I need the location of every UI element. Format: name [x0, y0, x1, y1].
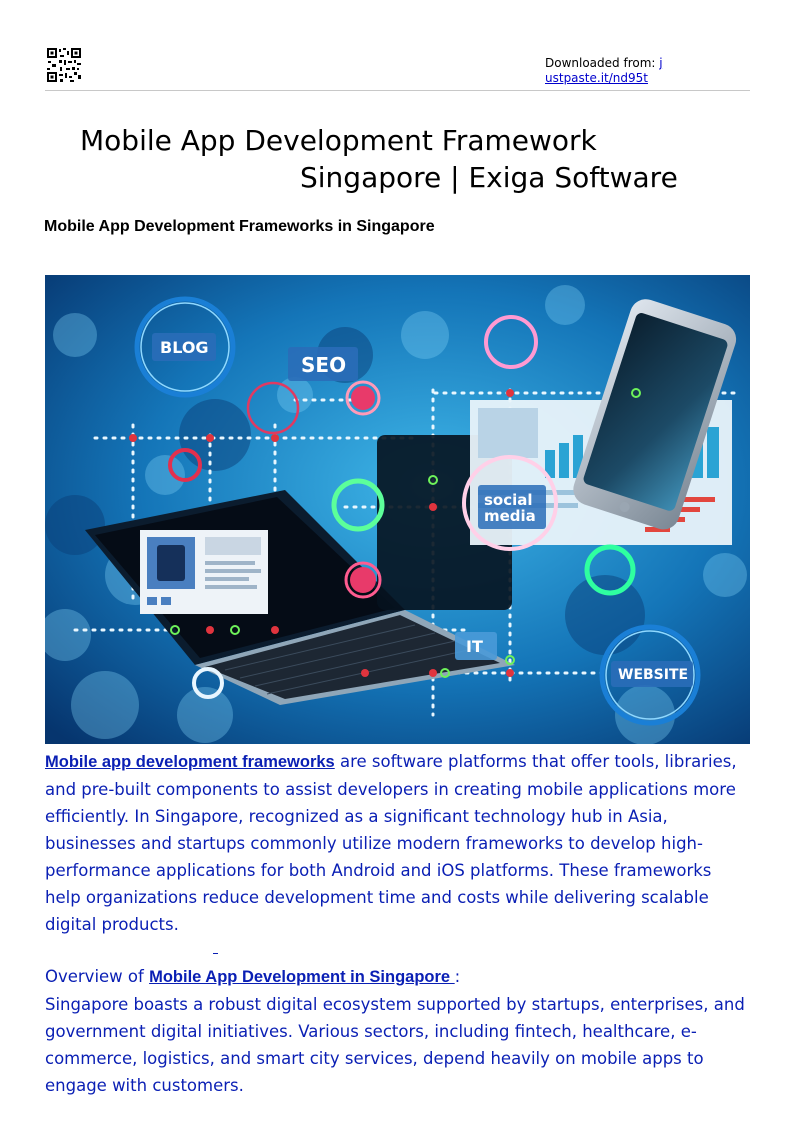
hero-illustration: [45, 275, 750, 744]
tag-media: media: [484, 507, 536, 525]
overview-prefix: Overview of: [45, 967, 150, 986]
tag-seo: SEO: [301, 353, 347, 377]
tag-blog: BLOG: [160, 338, 209, 357]
tag-it: IT: [466, 637, 483, 656]
header-divider: [45, 90, 750, 91]
intro-paragraph: [45, 748, 745, 938]
frameworks-link[interactable]: Mobile app development frameworks: [45, 753, 335, 771]
overview-paragraph: [45, 963, 745, 1099]
source-link-part1[interactable]: j: [659, 56, 663, 70]
download-source: [545, 56, 663, 86]
tag-website: WEBSITE: [618, 667, 689, 683]
tag-social: social: [484, 491, 533, 509]
intro-text: are software platforms that offer tools, libraries, and pre-built components to assist developers in creating mobile applications more efficiently. In Singapore, recognized as a significant technology hub in Asia, businesses and startups commonly utilize modern frameworks to develop high-performance applications for both Android and iOS platforms. These frameworks help organizations reduce development time and costs while delivering scalable digital products.: [45, 752, 737, 934]
title-line-2: Singapore | Exiga Software: [300, 161, 678, 194]
download-label: Downloaded from:: [545, 56, 656, 70]
overview-text: Singapore boasts a robust digital ecosystem supported by startups, enterprises, and government digital initiatives. Various sectors, including fintech, healthcare, e-commerce, logistics, and smart city services, depend heavily on mobile apps to engage with customers.: [45, 995, 745, 1095]
title-line-1: Mobile App Development Framework: [80, 124, 597, 157]
source-link-part2[interactable]: ustpaste.it/nd95t: [545, 71, 648, 85]
singapore-dev-link[interactable]: Mobile App Development in Singapore: [149, 968, 455, 986]
divider-mark: [213, 953, 218, 954]
qr-code-icon: [46, 47, 82, 83]
page-title: [80, 122, 720, 196]
overview-suffix: :: [454, 967, 461, 986]
section-heading: Mobile App Development Frameworks in Singapore: [44, 218, 435, 235]
